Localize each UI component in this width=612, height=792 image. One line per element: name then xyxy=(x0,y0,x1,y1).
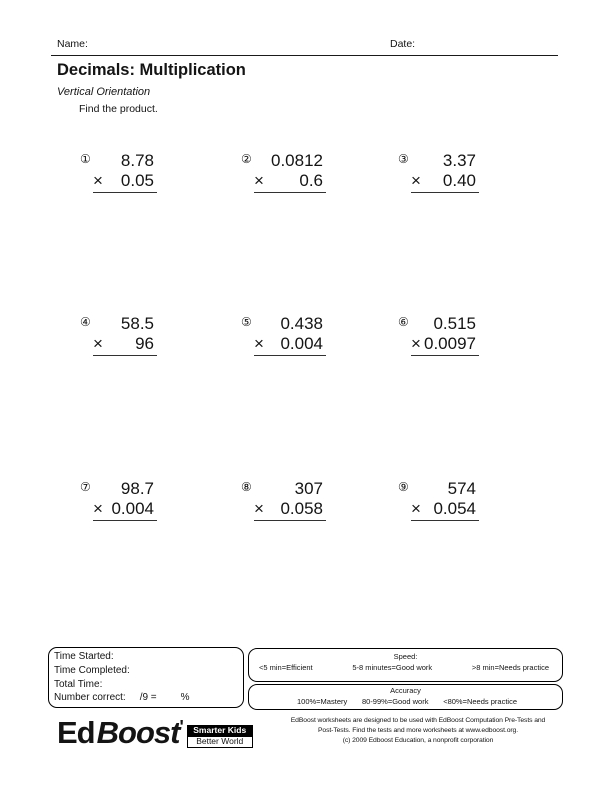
multiplicand: 58.5 xyxy=(120,314,154,333)
problem-7 xyxy=(80,479,157,521)
multiply-icon: × xyxy=(411,334,421,353)
score-box xyxy=(48,647,244,708)
speed-title: Speed: xyxy=(393,652,418,661)
multiplier: 0.40 xyxy=(442,171,476,190)
multiplicand: 3.37 xyxy=(442,151,476,170)
multiply-icon: × xyxy=(254,499,264,518)
problem-6 xyxy=(398,314,479,356)
footer-line-2: Post-Tests. Find the tests and more worksheets at www.edboost.org. xyxy=(317,727,519,734)
multiplier: 0.004 xyxy=(111,499,154,518)
accuracy-criteria-row xyxy=(249,696,562,707)
problem-4 xyxy=(80,314,157,356)
multiplier-row xyxy=(93,171,157,193)
multiplicand: 98.7 xyxy=(120,479,154,498)
problem-number: ⑥ xyxy=(398,315,409,329)
multiplicand: 574 xyxy=(447,479,476,498)
tagline-better-world: Better World xyxy=(187,736,253,748)
number-correct-row xyxy=(54,691,243,705)
problem-8 xyxy=(241,479,326,521)
score-percent: % xyxy=(180,692,190,704)
multiplicand: 0.515 xyxy=(433,314,476,333)
page-title: Decimals: Multiplication xyxy=(57,61,246,79)
score-fraction: /9 = xyxy=(139,692,157,704)
header-rule xyxy=(51,55,558,56)
multiply-icon: × xyxy=(93,171,103,190)
multiply-icon: × xyxy=(93,499,103,518)
logo-tagline xyxy=(187,725,253,748)
multiply-icon: × xyxy=(93,334,103,353)
multiplier: 96 xyxy=(135,334,154,353)
multiplier: 0.004 xyxy=(280,334,323,353)
total-time-label: Total Time: xyxy=(54,678,103,690)
problem-number: ④ xyxy=(80,315,91,329)
accuracy-criterion: 100%=Mastery xyxy=(297,697,348,706)
multiplicand: 8.78 xyxy=(120,151,154,170)
multiply-icon: × xyxy=(254,334,264,353)
multiplier-row xyxy=(93,334,157,356)
multiplier-row xyxy=(411,171,479,193)
multiplier: 0.05 xyxy=(120,171,154,190)
speed-criterion: <5 min=Efficient xyxy=(259,663,313,672)
multiplicand: 0.438 xyxy=(280,314,323,333)
number-correct-label: Number correct: xyxy=(54,692,126,704)
multiplier: 0.0097 xyxy=(424,334,476,353)
accuracy-criterion: <80%=Needs practice xyxy=(443,697,517,706)
speed-rubric-box xyxy=(248,648,563,682)
speed-criterion: 5-8 minutes=Good work xyxy=(352,663,433,672)
problem-number: ⑤ xyxy=(241,315,252,329)
problem-3 xyxy=(398,151,479,193)
problem-5 xyxy=(241,314,326,356)
multiply-icon: × xyxy=(411,171,421,190)
accuracy-criterion: 80-99%=Good work xyxy=(361,697,429,706)
multiplier-row xyxy=(411,499,479,521)
time-completed-label: Time Completed: xyxy=(54,664,130,676)
problem-1 xyxy=(80,151,157,193)
multiplier-row xyxy=(254,499,326,521)
accuracy-rubric-box xyxy=(248,684,563,710)
name-label: Name: xyxy=(57,38,88,50)
problem-number: ③ xyxy=(398,152,409,166)
footer-line-3: (c) 2009 Edboost Education, a nonprofit corporation xyxy=(342,737,494,744)
worksheet-subtitle: Vertical Orientation xyxy=(57,86,151,98)
multiplier: 0.058 xyxy=(280,499,323,518)
footer-text xyxy=(266,716,570,746)
footer-line-1: EdBoost worksheets are designed to be used with EdBoost Computation Pre-Tests and xyxy=(290,717,546,724)
problem-9 xyxy=(398,479,479,521)
problem-number: ⑨ xyxy=(398,480,409,494)
instruction-text: Find the product. xyxy=(79,103,158,115)
multiplicand: 0.0812 xyxy=(271,151,323,170)
tagline-smarter-kids: Smarter Kids xyxy=(187,725,253,736)
multiplier-row xyxy=(254,171,326,193)
speed-criterion: >8 min=Needs practice xyxy=(471,663,549,672)
multiplier-row xyxy=(254,334,326,356)
multiplier: 0.054 xyxy=(433,499,476,518)
multiply-icon: × xyxy=(411,499,421,518)
logo-ed-text: Ed xyxy=(57,715,95,750)
multiplier: 0.6 xyxy=(299,171,323,190)
speed-criteria-row xyxy=(249,662,562,673)
problem-number: ① xyxy=(80,152,91,166)
problem-2 xyxy=(241,151,326,193)
time-started-label: Time Started: xyxy=(54,651,114,662)
multiplier-row xyxy=(411,334,479,356)
multiply-icon: × xyxy=(254,171,264,190)
date-label: Date: xyxy=(390,38,416,50)
multiplicand: 307 xyxy=(294,479,323,498)
logo-tick: ' xyxy=(179,717,184,737)
edboost-logo xyxy=(57,717,253,748)
problem-number: ⑦ xyxy=(80,480,91,494)
accuracy-title: Accuracy xyxy=(390,686,421,695)
problem-number: ⑧ xyxy=(241,480,252,494)
problem-number: ② xyxy=(241,152,252,166)
logo-boost-text: Boost xyxy=(96,715,180,750)
multiplier-row xyxy=(93,499,157,521)
